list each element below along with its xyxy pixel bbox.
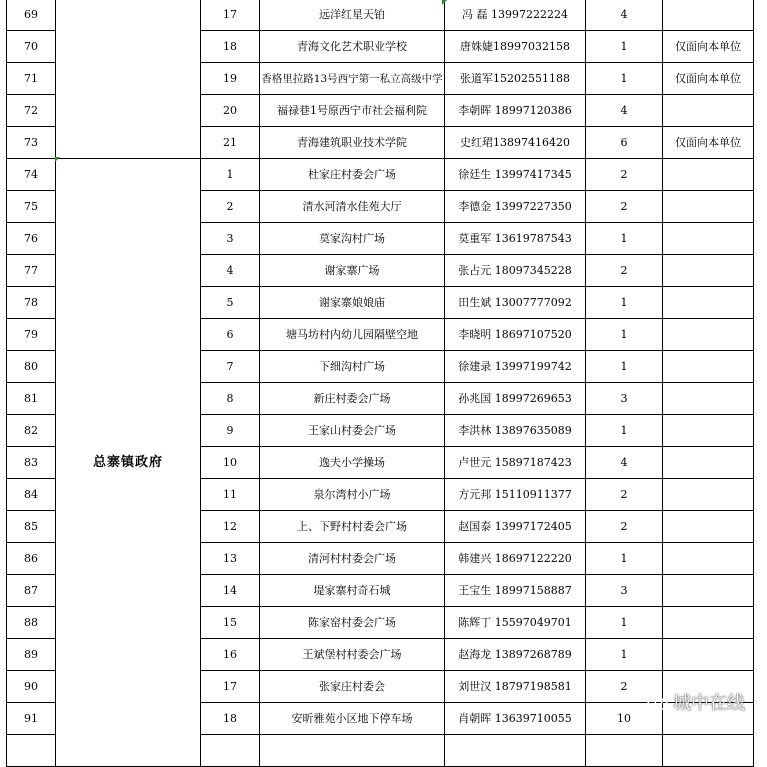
site-name: 清河村村委会广场 [260,543,445,575]
empty-cell [201,735,260,767]
row-number: 72 [7,95,56,127]
row-number: 85 [7,511,56,543]
row-number: 73 [7,127,56,159]
row-number: 88 [7,607,56,639]
remark [663,287,754,319]
contact-info: 田生斌 13007777092 [445,287,586,319]
site-count: 6 [586,127,663,159]
site-count: 1 [586,639,663,671]
remark: 仅面向本单位 [663,63,754,95]
site-name: 王斌堡村村委会广场 [260,639,445,671]
table-row [7,0,754,31]
site-name: 王家山村委会广场 [260,415,445,447]
remark [663,479,754,511]
remark: 仅面向本单位 [663,127,754,159]
remark [663,639,754,671]
site-index: 18 [201,31,260,63]
site-name: 安昕雅苑小区地下停车场 [260,703,445,735]
contact-info: 韩建兴 18697122220 [445,543,586,575]
site-index: 11 [201,479,260,511]
contact-info: 陈辉丁 15597049701 [445,607,586,639]
site-count: 2 [586,191,663,223]
site-count: 3 [586,575,663,607]
site-name: 上、下野村村委会广场 [260,511,445,543]
organization-cell: 总寨镇政府 [56,159,201,767]
site-name: 莫家沟村广场 [260,223,445,255]
site-count: 2 [586,159,663,191]
site-count: 4 [586,447,663,479]
site-index: 2 [201,191,260,223]
row-number: 86 [7,543,56,575]
contact-info: 王宝生 18997158887 [445,575,586,607]
row-number: 77 [7,255,56,287]
remark [663,0,754,31]
remark [663,223,754,255]
site-index: 20 [201,95,260,127]
site-index: 5 [201,287,260,319]
site-index: 18 [201,703,260,735]
cell-comment-marker [55,157,60,162]
site-count: 10 [586,703,663,735]
contact-info: 莫重军 13619787543 [445,223,586,255]
site-name: 陈家窑村委会广场 [260,607,445,639]
contact-info: 方元邦 15110911377 [445,479,586,511]
remark [663,511,754,543]
row-number: 80 [7,351,56,383]
site-name: 谢家寨广场 [260,255,445,287]
contact-info: 徐建录 13997199742 [445,351,586,383]
row-number: 75 [7,191,56,223]
cell-comment-marker [442,0,447,5]
remark [663,159,754,191]
watermark-text: 城中在线 [673,693,745,714]
site-count: 2 [586,671,663,703]
site-name: 张家庄村委会 [260,671,445,703]
empty-cell [7,735,56,767]
site-count: 2 [586,255,663,287]
remark [663,191,754,223]
site-name: 青海文化艺术职业学校 [260,31,445,63]
contact-info: 李朝晖 18997120386 [445,95,586,127]
row-number: 78 [7,287,56,319]
contact-info: 肖朝晖 13639710055 [445,703,586,735]
site-count: 3 [586,383,663,415]
contact-info: 刘世汉 18797198581 [445,671,586,703]
site-count: 4 [586,0,663,31]
site-index: 10 [201,447,260,479]
organization-cell [56,0,201,159]
site-index: 17 [201,0,260,31]
row-number: 69 [7,0,56,31]
site-index: 8 [201,383,260,415]
site-count: 2 [586,479,663,511]
remark [663,383,754,415]
row-number: 71 [7,63,56,95]
site-index: 3 [201,223,260,255]
row-number: 82 [7,415,56,447]
remark: 仅面向本单位 [663,31,754,63]
remark [663,607,754,639]
row-number: 87 [7,575,56,607]
site-name: 福禄巷1号原西宁市社会福利院 [260,95,445,127]
site-name: 清水河清水佳苑大厅 [260,191,445,223]
site-index: 19 [201,63,260,95]
site-count: 1 [586,351,663,383]
row-number: 76 [7,223,56,255]
site-name: 杜家庄村委会广场 [260,159,445,191]
row-number: 83 [7,447,56,479]
site-index: 6 [201,319,260,351]
contact-info: 卢世元 15897187423 [445,447,586,479]
site-count: 1 [586,415,663,447]
contact-info: 赵海龙 13897268789 [445,639,586,671]
contact-info: 唐姝婕18997032158 [445,31,586,63]
site-index: 9 [201,415,260,447]
site-index: 1 [201,159,260,191]
site-index: 14 [201,575,260,607]
contact-info: 张道军15202551188 [445,63,586,95]
site-index: 13 [201,543,260,575]
site-count: 1 [586,63,663,95]
site-name: 远洋红星天铂 [260,0,445,31]
row-number: 84 [7,479,56,511]
row-number: 91 [7,703,56,735]
remark [663,415,754,447]
contact-info: 李德金 13997227350 [445,191,586,223]
site-count: 1 [586,223,663,255]
empty-cell [586,735,663,767]
site-count: 1 [586,287,663,319]
row-number: 90 [7,671,56,703]
site-index: 7 [201,351,260,383]
remark [663,575,754,607]
site-index: 21 [201,127,260,159]
remark [663,351,754,383]
site-index: 4 [201,255,260,287]
empty-cell [445,735,586,767]
contact-info: 李洪林 13897635089 [445,415,586,447]
site-name: 下细沟村广场 [260,351,445,383]
row-number: 74 [7,159,56,191]
site-count: 2 [586,511,663,543]
site-index: 15 [201,607,260,639]
site-name: 青海建筑职业技术学院 [260,127,445,159]
site-name: 塘马坊村内幼儿园隔壁空地 [260,319,445,351]
site-index: 17 [201,671,260,703]
remark [663,543,754,575]
site-count: 4 [586,95,663,127]
remark [663,255,754,287]
wechat-icon [647,693,669,711]
watermark [647,689,745,715]
row-number: 79 [7,319,56,351]
site-index: 16 [201,639,260,671]
remark [663,95,754,127]
contact-info: 张占元 18097345228 [445,255,586,287]
site-count: 1 [586,543,663,575]
remark [663,319,754,351]
row-number: 89 [7,639,56,671]
site-name: 泉尔湾村小广场 [260,479,445,511]
empty-cell [663,735,754,767]
site-table [6,0,754,767]
site-name: 谢家寨娘娘庙 [260,287,445,319]
row-number: 81 [7,383,56,415]
site-count: 1 [586,31,663,63]
table-row [7,159,754,191]
site-name: 堤家寨村奇石城 [260,575,445,607]
row-number: 70 [7,31,56,63]
contact-info: 李晓明 18697107520 [445,319,586,351]
site-count: 1 [586,319,663,351]
contact-info: 孙兆国 18997269653 [445,383,586,415]
contact-info: 徐廷生 13997417345 [445,159,586,191]
contact-info: 冯 磊 13997222224 [445,0,586,31]
site-name: 香格里拉路13号西宁第一私立高级中学 [260,63,445,95]
site-index: 12 [201,511,260,543]
contact-info: 赵国泰 13997172405 [445,511,586,543]
site-count: 1 [586,607,663,639]
site-name: 逸夫小学操场 [260,447,445,479]
remark [663,447,754,479]
site-name: 新庄村委会广场 [260,383,445,415]
empty-cell [260,735,445,767]
contact-info: 史红珺13897416420 [445,127,586,159]
